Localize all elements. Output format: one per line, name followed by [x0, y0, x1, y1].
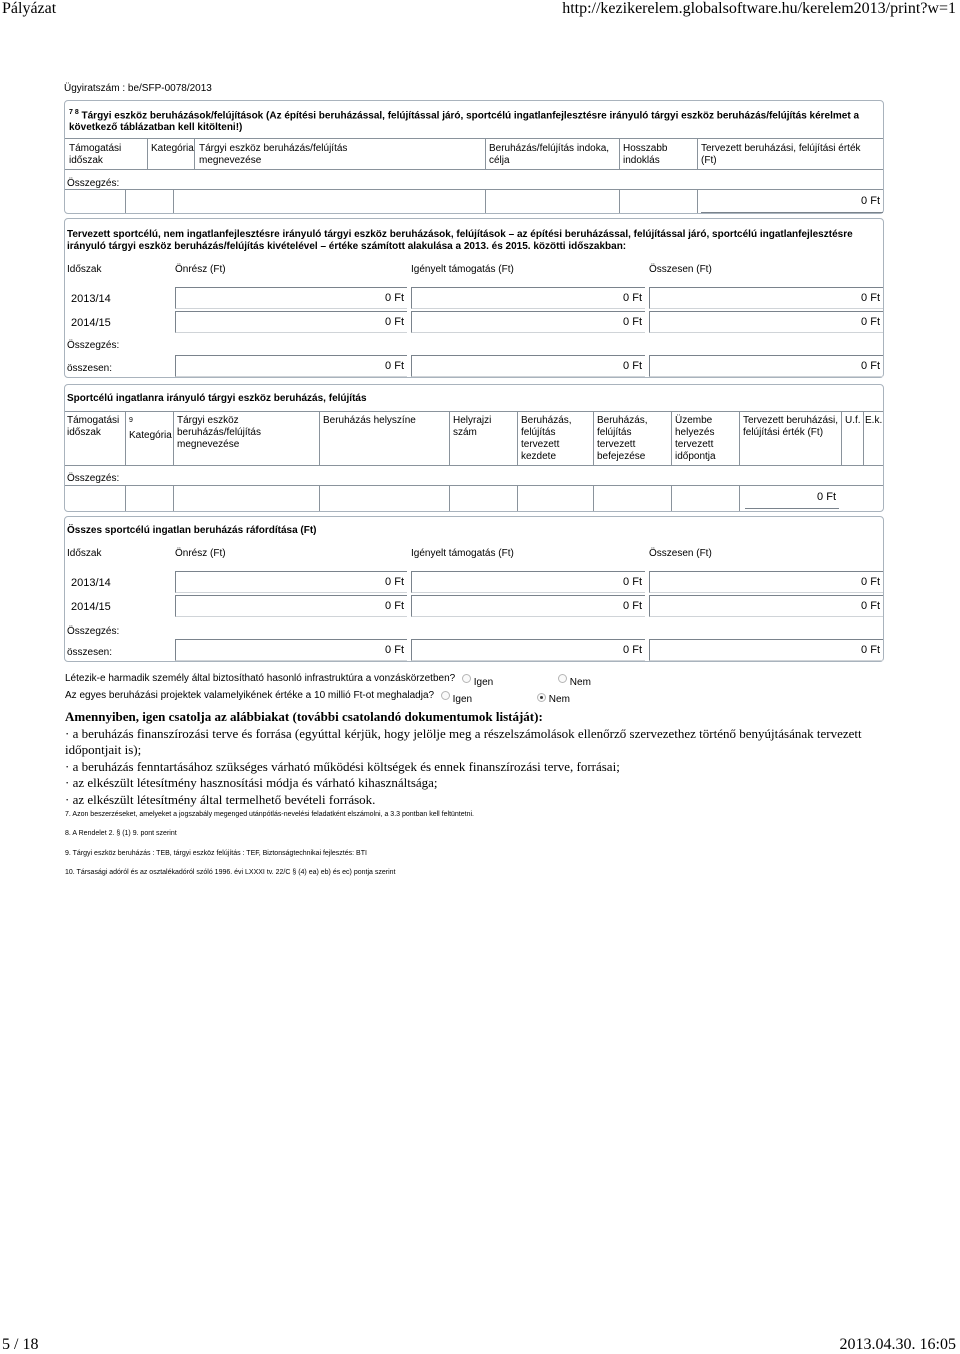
s4-summary-label: Összegzés:	[67, 626, 120, 637]
footnote-10: 10. Társasági adóról és az osztalékadóról szóló 1996. évi LXXXI tv. 22/C § (4) ea) eb) és ec) pontja szerint	[65, 869, 396, 876]
s1-col-value: Tervezett beruházási, felújítási érték (Ft)	[701, 143, 861, 166]
s3-summary-value: 0 Ft	[745, 487, 839, 509]
s4-col-period: Időszak	[67, 548, 102, 559]
footnote-8: 8. A Rendelet 2. § (1) 9. pont szerint	[65, 830, 177, 837]
s4-col-total: Összesen (Ft)	[649, 548, 712, 559]
page-number: 5 / 18	[2, 1336, 39, 1353]
case-number: Ügyiratszám : be/SFP-0078/2013	[64, 83, 212, 94]
page-header-title: Pályázat	[2, 0, 57, 17]
s4-row1-period: 2013/14	[71, 577, 111, 589]
attachment-item: · az elkészült létesítmény által termelhető bevételi források.	[65, 791, 376, 807]
s1-col-reason: Beruházás/felújítás indoka, célja	[489, 143, 610, 166]
question-q2-no-option	[537, 692, 570, 703]
s3-col-end: Beruházás, felújítás tervezett befejezése	[597, 415, 648, 462]
section3-title: Sportcélú ingatlanra irányuló tárgyi eszköz beruházás, felújítás	[67, 393, 367, 404]
s2-total-own: 0 Ft	[175, 355, 407, 377]
question-over-10-million: Az egyes beruházási projektek valamelyikének értéke a 10 millió Ft-ot meghaladja? Igen	[65, 690, 473, 705]
s3-col-period: Támogatási időszak	[67, 415, 120, 438]
section-property-investments	[64, 384, 884, 512]
s1-col-name: Tárgyi eszköz beruházás/felújítás megnevezése	[199, 143, 348, 166]
section1-title: $^{7 8}$ Tárgyi eszköz beruházások/felújítások (Az építési beruházással, felújítással járó, sportcélú ingatlanfejlesztésre irányuló tárgyi eszköz beruházás/felújítás kérelmet a következő táblázatban kell kitölteni!)	[69, 109, 860, 134]
s4-total-label: összesen:	[67, 647, 113, 658]
attachment-item: · a beruházás fenntartásához szükséges várható működési költségek és ennek finanszírozási terve, forrásai;	[65, 758, 620, 774]
s2-row2-period: 2014/15	[71, 317, 111, 329]
s2-col-own: Önrész (Ft)	[175, 264, 226, 275]
s4-row2-period: 2014/15	[71, 601, 111, 613]
attachments-heading: Amennyiben, igen csatolja az alábbiakat (további csatolandó dokumentumok listáját):	[65, 709, 543, 724]
attachment-item: · a beruházás finanszírozási terve és forrása (egyúttal kérjük, hogy jelölje meg a részelszámolások ellenőrző szervezethez történő benyújtásának tervezett időpontjait is);	[65, 725, 862, 757]
radio-q2-yes-label: Igen	[452, 694, 473, 705]
s4-col-requested: Igényelt támogatás (Ft)	[411, 548, 514, 559]
section4-title: Összes sportcélú ingatlan beruházás ráfordítása (Ft)	[67, 525, 317, 536]
s4-row2-total: 0 Ft	[649, 595, 883, 617]
s3-col-category: $^9$ Kategória	[129, 417, 172, 442]
s4-row1-total: 0 Ft	[649, 571, 883, 593]
attachment-item: · az elkészült létesítmény hasznosítási módja és várható kihasználtsága;	[65, 775, 438, 790]
attachments-section	[65, 709, 885, 808]
question-third-party-infrastructure: Létezik-e harmadik személy által biztosítható hasonló infrastruktúra a vonzáskörzetben? Igen	[65, 673, 494, 688]
s4-row2-own[interactable]: 0 Ft	[175, 595, 407, 617]
s4-total-requested: 0 Ft	[411, 639, 645, 661]
s1-col-long-reason: Hosszabb indoklás	[623, 143, 668, 166]
page-header-url: http://kezikerelem.globalsoftware.hu/kerelem2013/print?w=1	[562, 0, 956, 17]
s1-summary-value: 0 Ft	[701, 191, 883, 213]
s4-col-own: Önrész (Ft)	[175, 548, 226, 559]
s2-row2-total: 0 Ft	[649, 311, 883, 333]
radio-q2-no[interactable]	[537, 693, 546, 702]
radio-q2-no-label: Nem	[548, 694, 570, 705]
s3-col-commissioning: Üzembe helyezés tervezett időpontja	[675, 415, 716, 462]
s2-col-requested: Igényelt támogatás (Ft)	[411, 264, 514, 275]
s1-col-category: Kategória	[151, 143, 194, 154]
s3-col-ek: E.k.	[865, 415, 883, 426]
s4-row1-own[interactable]: 0 Ft	[175, 571, 407, 593]
section2-title: Tervezett sportcélú, nem ingatlanfejlesztésre irányuló tárgyi eszköz beruházások, felújítások – az építési beruházással, felújítással járó, sportcélú ingatlanfejlesztésre irányuló tárgyi eszköz beruházás/felújítás kivételével – értéke számított alakulása a 2013. és 2015. közötti időszakban:	[67, 229, 853, 252]
s3-col-uf: U.f.	[845, 415, 861, 426]
s2-total-total: 0 Ft	[649, 355, 883, 377]
radio-q1-yes[interactable]	[462, 674, 471, 683]
s2-row2-requested[interactable]: 0 Ft	[411, 311, 645, 333]
s4-total-total: 0 Ft	[649, 639, 883, 661]
print-datetime: 2013.04.30. 16:05	[839, 1336, 956, 1353]
s3-summary-label: Összegzés:	[67, 473, 120, 484]
s3-col-lot-number: Helyrajzi szám	[453, 415, 492, 438]
s2-col-period: Időszak	[67, 264, 102, 275]
s2-row1-own[interactable]: 0 Ft	[175, 287, 407, 309]
s2-row1-period: 2013/14	[71, 293, 111, 305]
s2-total-label: összesen:	[67, 363, 113, 374]
s1-col-period: Támogatási időszak	[69, 143, 122, 166]
s3-col-start: Beruházás, felújítás tervezett kezdete	[521, 415, 572, 462]
radio-q2-yes[interactable]	[441, 691, 450, 700]
footnote-7: 7. Azon beszerzéseket, amelyeket a jogszabály megenged utánpótlás-nevelési feladatként elszámolni, a 3.3 pontban kell feltüntetni.	[65, 811, 474, 818]
s4-total-own: 0 Ft	[175, 639, 407, 661]
s3-col-name: Tárgyi eszköz beruházás/felújítás megnevezése	[177, 415, 261, 450]
radio-q1-no[interactable]	[558, 674, 567, 683]
s4-row1-requested[interactable]: 0 Ft	[411, 571, 645, 593]
section-asset-investments	[64, 100, 884, 214]
radio-q1-yes-label: Igen	[473, 677, 494, 688]
section-total-property-expenditure	[64, 516, 884, 662]
s2-row1-total: 0 Ft	[649, 287, 883, 309]
s2-col-total: Összesen (Ft)	[649, 264, 712, 275]
s1-summary-label: Összegzés:	[67, 178, 120, 189]
s2-summary-label: Összegzés:	[67, 340, 120, 351]
radio-q1-no-label: Nem	[569, 677, 591, 688]
footnote-9: 9. Tárgyi eszköz beruházás : TEB, tárgyi eszköz felújítás : TEF, Biztonságtechnikai fejlesztés: BTI	[65, 850, 367, 857]
s2-row2-own[interactable]: 0 Ft	[175, 311, 407, 333]
s3-col-location: Beruházás helyszíne	[323, 415, 416, 426]
section-non-property-investments	[64, 218, 884, 378]
s4-row2-requested[interactable]: 0 Ft	[411, 595, 645, 617]
s2-row1-requested[interactable]: 0 Ft	[411, 287, 645, 309]
s3-col-value: Tervezett beruházási, felújítási érték (Ft)	[743, 415, 839, 438]
s2-total-requested: 0 Ft	[411, 355, 645, 377]
question-q1-no-option	[558, 673, 591, 688]
